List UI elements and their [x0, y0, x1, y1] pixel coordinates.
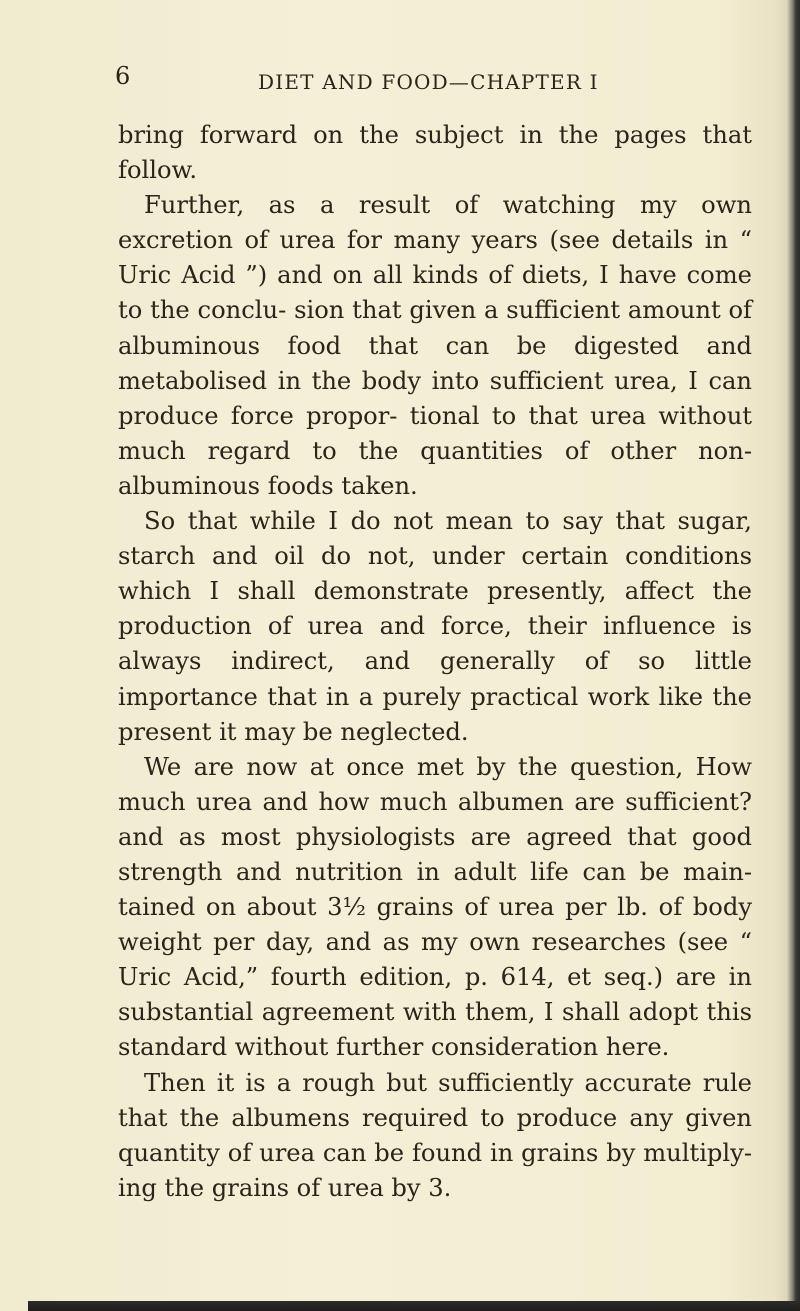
paragraph-how-much-urea: We are now at once met by the question, How much urea and how much albumen are sufficient? and as most physiologists are agreed that good strength and nutrition in adult life can be main- tained on about 3½ grains of urea per lb. of body weight per day, and as my own researches (see “ Uric Acid,” fourth edition, p. 614, et seq.) are in substantial agreement with them, I shall adopt this standard without further consideration here.: [118, 752, 752, 1062]
bottom-edge-band: [28, 1301, 800, 1311]
running-head: DIET AND FOOD—CHAPTER I: [258, 70, 599, 94]
page-edge-shadow: [786, 0, 800, 1311]
paragraph-urea-excretion: Further, as a result of watching my own excretion of urea for many years (see details in “ Uric Acid ”) and on all kinds of diets, I have come to the conclu- sion that given a sufficient amount of albuminous food that can be digested and metabolised in the body into sufficient urea, I can produce force propor- tional to that urea without much regard to the quantities of other non-albuminous foods taken.: [118, 191, 752, 500]
paragraph-sugar-starch-oil: So that while I do not mean to say that sugar, starch and oil do not, under certain conditions which I shall demonstrate presently, affect the production of urea and force, their influence is always indirect, and generally of so little importance that in a purely practical work like the present it may be neglected.: [118, 507, 752, 746]
paragraph-rough-rule: Then it is a rough but sufficiently accurate rule that the albumens required to produce any given quantity of urea can be found in grains by multiply- ing the grains of urea by 3.: [118, 1068, 752, 1202]
page-number: 6: [115, 62, 131, 90]
body-text: [118, 118, 752, 1206]
paragraph-continuation: bring forward on the subject in the pages that follow.: [118, 121, 752, 185]
